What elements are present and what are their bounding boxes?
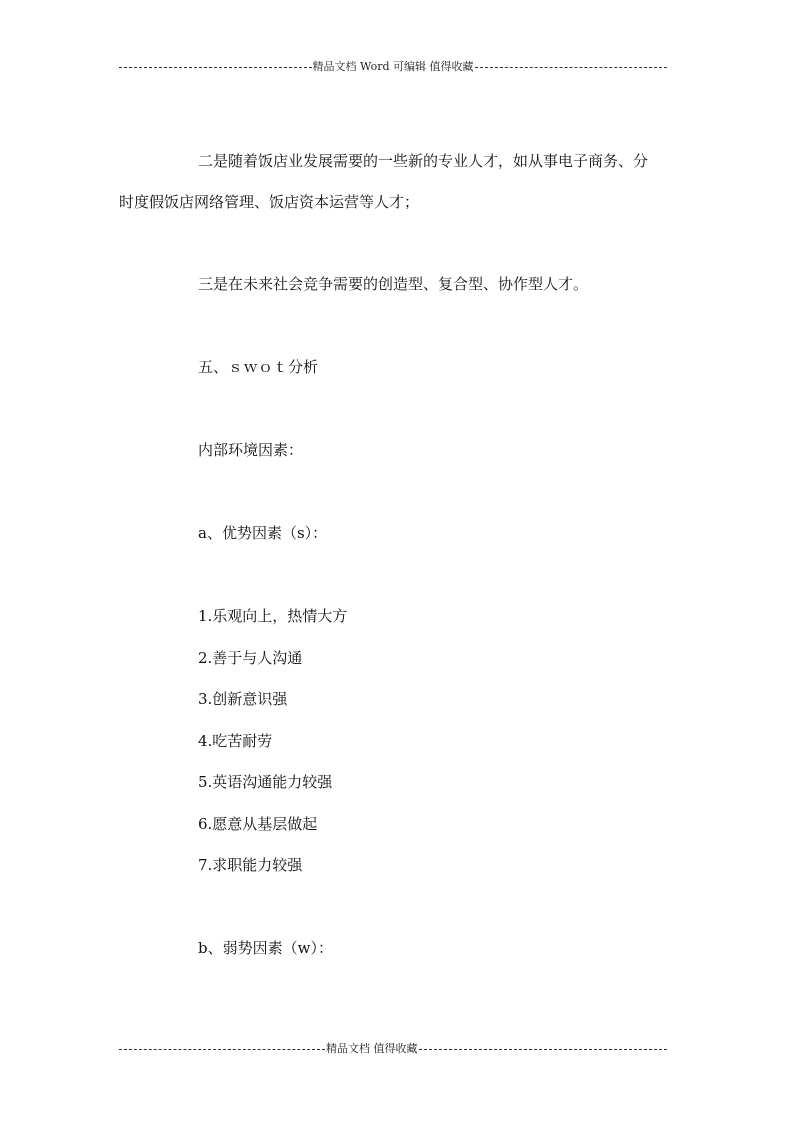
section-heading: 五、ｓｗｏｔ分析	[198, 358, 319, 376]
paragraph-2-line-1: 二是随着饭店业发展需要的一些新的专业人才，如从事电子商务、分	[198, 152, 649, 170]
list-item: 5.英语沟通能力较强	[198, 773, 333, 791]
internal-factors-heading: 内部环境因素：	[198, 441, 304, 459]
footer-rule-right	[419, 1049, 668, 1050]
page-footer	[119, 1042, 667, 1056]
header-label: 精品文档 Word 可编辑 值得收藏	[312, 60, 474, 73]
list-item: 7.求职能力较强	[198, 856, 303, 874]
header-rule-left	[119, 67, 312, 68]
footer-rule-left	[119, 1049, 325, 1050]
header-rule-right	[475, 67, 668, 68]
list-item: 4.吃苦耐劳	[198, 732, 273, 750]
list-item: 2.善于与人沟通	[198, 649, 303, 667]
paragraph-3: 三是在未来社会竞争需要的创造型、复合型、协作型人才。	[198, 275, 589, 293]
paragraph-2-line-2: 时度假饭店网络管理、饭店资本运营等人才；	[119, 193, 420, 211]
weaknesses-heading: b、弱势因素（w）：	[198, 939, 333, 957]
list-item: 3.创新意识强	[198, 690, 288, 708]
strengths-heading: a、优势因素（s）：	[198, 524, 328, 542]
list-item: 6.愿意从基层做起	[198, 815, 318, 833]
footer-label: 精品文档 值得收藏	[326, 1042, 418, 1055]
list-item: 1.乐观向上，热情大方	[198, 607, 348, 625]
page-header	[119, 60, 667, 74]
